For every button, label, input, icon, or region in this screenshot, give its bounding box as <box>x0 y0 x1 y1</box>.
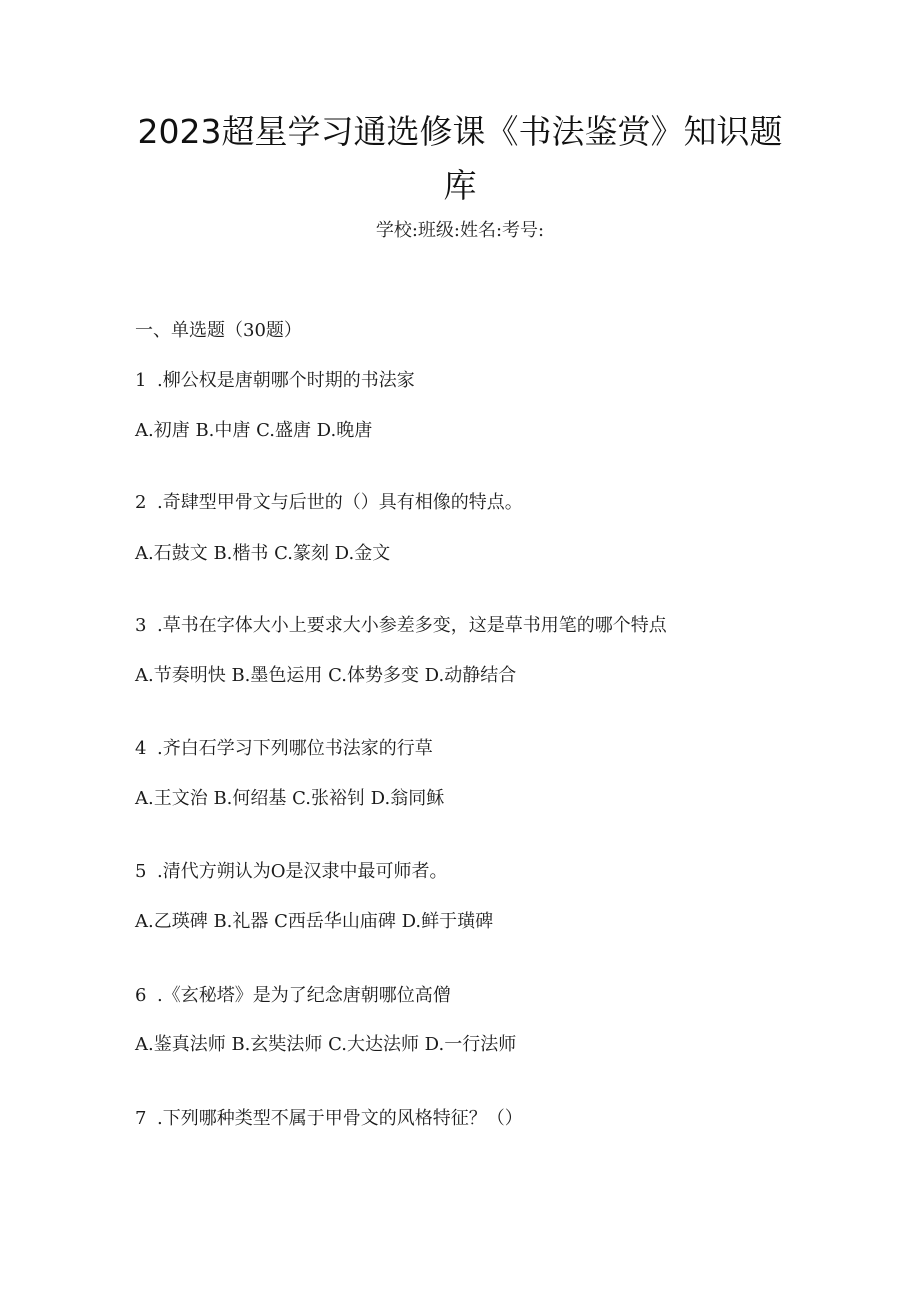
document-title-line-1: 2023超星学习通选修课《书法鉴赏》知识题 <box>137 112 783 151</box>
question-4 <box>135 736 433 762</box>
question-2-options: A.石鼓文 B.楷书 C.篆刻 D.金文 <box>135 543 391 564</box>
question-text: .奇肆型甲骨文与后世的（）具有相像的特点。 <box>157 492 523 513</box>
document-title-line-2: 库 <box>443 166 477 205</box>
question-3-options: A.节奏明快 B.墨色运用 C.体势多变 D.动静结合 <box>135 665 517 686</box>
question-4-options: A.王文治 B.何绍基 C.张裕钊 D.翁同稣 <box>135 788 445 809</box>
section-heading: 一、单选题（30题） <box>135 320 302 341</box>
question-text: .草书在字体大小上要求大小参差多变，这是草书用笔的哪个特点 <box>157 615 667 636</box>
question-text: .清代方朔认为O是汉隶中最可师者。 <box>157 861 448 882</box>
question-6 <box>135 983 451 1009</box>
question-1-options: A.初唐 B.中唐 C.盛唐 D.晚唐 <box>135 420 373 441</box>
question-2 <box>135 490 523 516</box>
question-5 <box>135 859 447 885</box>
question-7 <box>135 1106 523 1132</box>
student-info-line: 学校:班级:姓名:考号: <box>375 220 545 241</box>
question-1 <box>135 368 415 394</box>
question-text: .齐白石学习下列哪位书法家的行草 <box>157 738 433 759</box>
question-number: 7 <box>135 1108 147 1129</box>
question-number: 4 <box>135 738 147 759</box>
question-text: .下列哪种类型不属于甲骨文的风格特征？（） <box>157 1108 523 1129</box>
question-3 <box>135 613 667 639</box>
question-6-options: A.鉴真法师 B.玄奘法师 C.大达法师 D.一行法师 <box>135 1034 517 1055</box>
question-number: 5 <box>135 861 147 882</box>
question-text: .《玄秘塔》是为了纪念唐朝哪位高僧 <box>157 985 451 1006</box>
question-number: 1 <box>135 370 147 391</box>
question-5-options: A.乙瑛碑 B.礼器 C西岳华山庙碑 D.鲜于璜碑 <box>135 911 494 932</box>
question-number: 3 <box>135 615 147 636</box>
question-number: 6 <box>135 985 147 1006</box>
question-text: .柳公权是唐朝哪个时期的书法家 <box>157 370 415 391</box>
question-number: 2 <box>135 492 147 513</box>
